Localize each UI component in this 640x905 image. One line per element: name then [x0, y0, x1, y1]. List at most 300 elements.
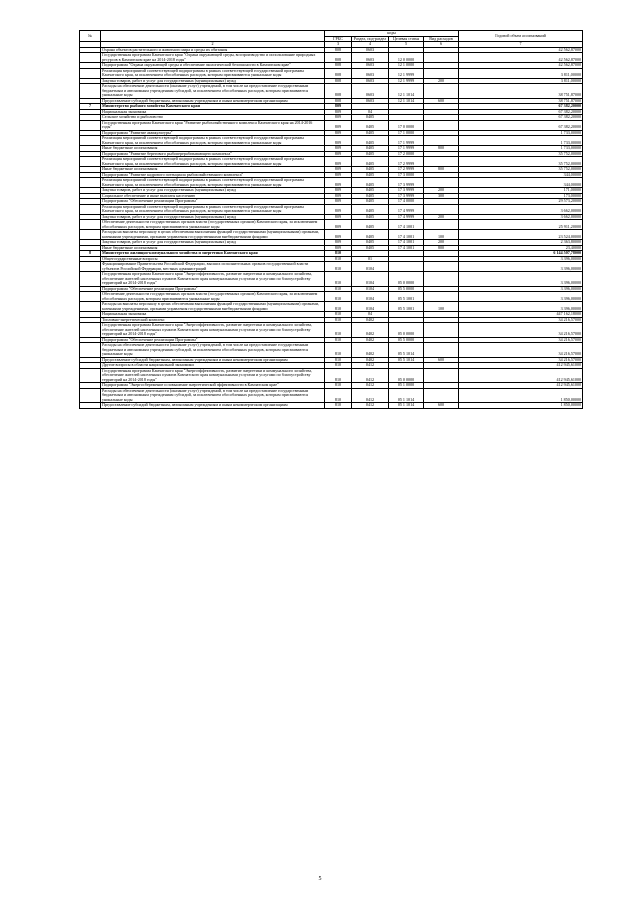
col-number: 4 [352, 42, 389, 48]
row-vid: 100 [424, 302, 459, 312]
row-amount: 3 811,00000 [459, 78, 583, 84]
row-number [80, 272, 101, 287]
row-celevaya: 05 1 1014 [389, 388, 424, 403]
row-number [80, 84, 101, 99]
row-celevaya [389, 262, 424, 272]
row-vid [424, 157, 459, 167]
row-description: Закупка товаров, работ и услуг для государственных (муниципальных) нужд [101, 240, 325, 246]
row-description: Обеспечение деятельности государственных органов власти (государственных органов) Камчатского края, за исключением обособленных расходов, которым присваиваются уникальные коды [101, 220, 325, 230]
row-amount: 3 396,00000 [459, 262, 583, 272]
row-description: Государственная программа Камчатского края "Энергоэффективность, развитие энергетики и коммунального хозяйства, обеспечение жителей населенных пунктов Камчатского края коммунальными услугами и услугами по благоустройству территорий на 2014-2018 годы" [101, 368, 325, 383]
row-vid: 300 [424, 193, 459, 199]
row-amount: 42 562,87000 [459, 63, 583, 69]
table-row [80, 343, 583, 358]
row-grbs: 809 [325, 136, 352, 146]
header-vid: Вид расходов [424, 36, 459, 42]
table-row [80, 204, 583, 214]
row-number [80, 388, 101, 403]
table-row [80, 388, 583, 403]
row-description: Расходы на выплаты персоналу в целях обеспечения выполнения функций государственными (муниципальными) органами, казенными учреждениями, органами управления государственными внебюджетными фондами [101, 230, 325, 240]
row-grbs: 810 [325, 383, 352, 389]
row-description: Охрана объектов растительного и животного мира и среды их обитания [101, 47, 325, 53]
row-vid [424, 84, 459, 99]
row-celevaya: 05 5 0000 [389, 337, 424, 343]
row-razdel: 0603 [352, 84, 389, 99]
row-number [80, 120, 101, 130]
header-razdel: Раздел, под-раздел [352, 36, 389, 42]
row-grbs: 809 [325, 204, 352, 214]
row-celevaya: 05 5 0000 [389, 286, 424, 292]
table-row [80, 292, 583, 302]
row-razdel: 0405 [352, 167, 389, 173]
row-razdel: 0405 [352, 172, 389, 178]
row-razdel: 0412 [352, 383, 389, 389]
row-number [80, 204, 101, 214]
row-description: Государственная программа Камчатского края "Охрана окружающей среды, воспроизводство и использование природных ресурсов в Камчатском крае на 2014-2018 годы" [101, 53, 325, 63]
row-razdel: 0405 [352, 204, 389, 214]
row-grbs: 810 [325, 272, 352, 287]
table-row [80, 302, 583, 312]
row-celevaya: 12 1 1014 [389, 84, 424, 99]
budget-table [79, 30, 583, 409]
table-row [80, 53, 583, 63]
row-number [80, 323, 101, 338]
row-description: Расходы на обеспечение деятельности (оказание услуг) учреждений, в том числе на предоставление государственным бюджетным и автономным учреждениям субсидий, за исключением обособленных расходов, которым присваиваются уникальные коды [101, 343, 325, 358]
row-amount: 412 945,61000 [459, 383, 583, 389]
row-grbs: 809 [325, 188, 352, 194]
row-razdel: 0412 [352, 363, 389, 369]
row-vid [424, 204, 459, 214]
header-num: № [80, 31, 101, 42]
row-number [80, 136, 101, 146]
row-grbs: 810 [325, 292, 352, 302]
row-razdel: 0402 [352, 323, 389, 338]
row-celevaya: 12 1 9999 [389, 68, 424, 78]
row-number [80, 68, 101, 78]
row-razdel: 01 [352, 256, 389, 262]
row-grbs: 808 [325, 63, 352, 69]
row-grbs: 808 [325, 84, 352, 99]
row-description: Реализация мероприятий соответствующей подпрограммы в рамках соответствующей государственной программы Камчатского края, за исключением обособленных расходов, которым присваиваются уникальные коды [101, 178, 325, 188]
row-grbs: 810 [325, 368, 352, 383]
row-amount: 1 850,00000 [459, 388, 583, 403]
row-celevaya: 17 4 1001 [389, 240, 424, 246]
row-razdel: 0405 [352, 157, 389, 167]
row-razdel: 0603 [352, 98, 389, 104]
row-amount: 35 752,00000 [459, 167, 583, 173]
row-number [80, 178, 101, 188]
row-description: Сельское хозяйство и рыболовство [101, 115, 325, 121]
row-amount: 344,00000 [459, 178, 583, 188]
row-description: Закупка товаров, работ и услуг для государственных (муниципальных) нужд [101, 188, 325, 194]
row-description: Реализация мероприятий соответствующей подпрограммы в рамках соответствующей государственной программы Камчатского края, за исключением обособленных расходов, которым присваиваются уникальные коды [101, 204, 325, 214]
row-celevaya: 17 4 9999 [389, 204, 424, 214]
row-razdel: 0405 [352, 136, 389, 146]
row-amount: 35 752,00000 [459, 151, 583, 157]
row-razdel: 0405 [352, 240, 389, 246]
row-amount: 67 382,20000 [459, 104, 583, 110]
row-grbs: 808 [325, 68, 352, 78]
row-celevaya: 17 4 0000 [389, 199, 424, 205]
row-vid: 100 [424, 230, 459, 240]
row-grbs: 810 [325, 302, 352, 312]
row-grbs: 810 [325, 323, 352, 338]
row-amount: 34 216,57000 [459, 323, 583, 338]
row-number [80, 302, 101, 312]
row-vid: 200 [424, 240, 459, 246]
row-description: Подпрограмма "Развитие аквакультуры" [101, 130, 325, 136]
row-celevaya: 17 2 0000 [389, 151, 424, 157]
row-razdel: 0412 [352, 403, 389, 409]
row-razdel: 0405 [352, 146, 389, 152]
row-amount: 42 562,87000 [459, 53, 583, 63]
row-amount: 67 382,20000 [459, 120, 583, 130]
row-vid: 800 [424, 245, 459, 251]
table-row [80, 220, 583, 230]
row-description: Государственная программа Камчатского края "Энергоэффективность, развитие энергетики и коммунального хозяйства, обеспечение жителей населенных пунктов Камчатского края коммунальными услугами и услугами по благоустройству территорий на 2014-2018 годы" [101, 272, 325, 287]
row-amount: 3 396,00000 [459, 272, 583, 287]
row-celevaya: 12 0 0000 [389, 53, 424, 63]
header-grbs: ГРБС [325, 36, 352, 42]
row-grbs: 810 [325, 403, 352, 409]
row-amount: 412 945,61000 [459, 368, 583, 383]
row-description: Предоставление субсидий бюджетным, автономным учреждениям и иным некоммерческим организациям [101, 403, 325, 409]
row-description: Реализация мероприятий соответствующей подпрограммы в рамках соответствующей государственной программы Камчатского края, за исключением обособленных расходов, которым присваиваются уникальные коды [101, 136, 325, 146]
row-celevaya: 17 2 9999 [389, 167, 424, 173]
table-row [80, 178, 583, 188]
row-razdel: 04 [352, 109, 389, 115]
row-grbs: 809 [325, 104, 352, 110]
row-celevaya: 17 1 9999 [389, 146, 424, 152]
row-razdel: 0104 [352, 292, 389, 302]
row-vid: 200 [424, 188, 459, 194]
row-grbs: 809 [325, 214, 352, 220]
row-razdel: 0405 [352, 151, 389, 157]
row-amount: 3 396,00000 [459, 292, 583, 302]
row-grbs: 809 [325, 157, 352, 167]
row-number [80, 262, 101, 272]
row-grbs: 809 [325, 245, 352, 251]
row-razdel: 0405 [352, 245, 389, 251]
table-row [80, 120, 583, 130]
row-amount: 3 396,00000 [459, 256, 583, 262]
row-celevaya: 17 3 9999 [389, 193, 424, 199]
row-vid [424, 136, 459, 146]
row-vid [424, 292, 459, 302]
row-grbs: 810 [325, 363, 352, 369]
row-number [80, 230, 101, 240]
row-celevaya: 17 4 1001 [389, 245, 424, 251]
header-celevaya: Целевая статья [389, 36, 424, 42]
row-number [80, 53, 101, 63]
row-razdel: 0402 [352, 337, 389, 343]
table-row [80, 136, 583, 146]
row-vid [424, 272, 459, 287]
row-description: Расходы на выплаты персоналу в целях обеспечения выполнения функций государственными (муниципальными) органами, казенными учреждениями, органами управления государственными внебюджетными фондами [101, 302, 325, 312]
row-vid [424, 120, 459, 130]
row-celevaya: 05 5 1001 [389, 302, 424, 312]
row-description: Расходы на обеспечение деятельности (оказание услуг) учреждений, в том числе на предоставление государственным бюджетным и автономным учреждениям субсидий, за исключением обособленных расходов, которым присваиваются уникальные коды [101, 84, 325, 99]
table-row [80, 368, 583, 383]
row-razdel: 0402 [352, 357, 389, 363]
row-razdel: 0104 [352, 262, 389, 272]
row-grbs: 809 [325, 167, 352, 173]
row-celevaya: 05 0 0000 [389, 323, 424, 338]
row-number: 8 [80, 251, 101, 257]
row-description: Национальная экономика [101, 109, 325, 115]
row-grbs: 808 [325, 78, 352, 84]
row-amount: 3 811,00000 [459, 68, 583, 78]
table-row [80, 323, 583, 338]
row-amount: 23 524,00000 [459, 230, 583, 240]
row-description: Расходы на обеспечение деятельности (оказание услуг) учреждений, в том числе на предоставление государственным бюджетным и автономным учреждениям субсидий, за исключением обособленных расходов, которым присваиваются уникальные коды [101, 388, 325, 403]
row-amount: 1 733,00000 [459, 136, 583, 146]
row-vid [424, 343, 459, 358]
row-description: Реализация мероприятий соответствующей подпрограммы в рамках соответствующей государственной программы Камчатского края, за исключением обособленных расходов, которым присваиваются уникальные коды [101, 68, 325, 78]
row-amount: 6 144 507,78000 [459, 251, 583, 257]
row-grbs: 810 [325, 343, 352, 358]
row-amount: 38 751,87000 [459, 98, 583, 104]
row-razdel: 0405 [352, 230, 389, 240]
header-codes: коды [325, 31, 459, 37]
row-grbs: 808 [325, 47, 352, 53]
row-vid: 600 [424, 357, 459, 363]
row-razdel: 0402 [352, 343, 389, 358]
row-razdel: 0402 [352, 317, 389, 323]
row-grbs: 810 [325, 251, 352, 257]
row-amount: 3 396,00000 [459, 286, 583, 292]
row-razdel: 0412 [352, 388, 389, 403]
row-grbs: 809 [325, 230, 352, 240]
row-celevaya: 05 5 1014 [389, 357, 424, 363]
row-razdel: 04 [352, 312, 389, 318]
table-body [80, 47, 583, 408]
row-grbs: 809 [325, 172, 352, 178]
row-grbs: 809 [325, 115, 352, 121]
row-razdel: 0603 [352, 78, 389, 84]
row-celevaya: 05 1 1014 [389, 403, 424, 409]
row-description: Общегосударственные вопросы [101, 256, 325, 262]
row-amount: 67 382,20000 [459, 115, 583, 121]
row-grbs: 809 [325, 240, 352, 246]
row-razdel: 0104 [352, 286, 389, 292]
row-razdel: 0405 [352, 188, 389, 194]
row-celevaya: 05 0 0000 [389, 272, 424, 287]
row-celevaya: 12 1 9999 [389, 78, 424, 84]
row-description: Реализация мероприятий соответствующей подпрограммы в рамках соответствующей государственной программы Камчатского края, за исключением обособленных расходов, которым присваиваются уникальные коды [101, 157, 325, 167]
row-razdel: 0603 [352, 63, 389, 69]
row-vid: 600 [424, 403, 459, 409]
row-description: Закупка товаров, работ и услуг для государственных (муниципальных) нужд [101, 78, 325, 84]
row-description: Другие вопросы в области национальной экономики [101, 363, 325, 369]
row-number [80, 157, 101, 167]
row-number [80, 368, 101, 383]
row-celevaya: 17 2 9999 [389, 157, 424, 167]
row-razdel: 0405 [352, 199, 389, 205]
row-grbs: 810 [325, 256, 352, 262]
row-number [80, 343, 101, 358]
row-amount: 2 363,80000 [459, 240, 583, 246]
col-number: 6 [424, 42, 459, 48]
row-description: Подпрограмма "Энергосбережение и повышение энергетической эффективности в Камчатском крае" [101, 383, 325, 389]
row-celevaya: 17 0 0000 [389, 120, 424, 130]
col-number: 5 [389, 42, 424, 48]
row-grbs: 809 [325, 199, 352, 205]
row-description: Иные бюджетные ассигнования [101, 146, 325, 152]
row-vid [424, 220, 459, 230]
row-number [80, 220, 101, 230]
row-grbs: 809 [325, 151, 352, 157]
row-amount: 35 752,00000 [459, 157, 583, 167]
header-name [101, 31, 325, 42]
row-description: Подпрограмма "Обеспечение реализации Программы" [101, 337, 325, 343]
row-celevaya: 05 5 1001 [389, 292, 424, 302]
row-description: Функционирование Правительства Российской Федерации, высших исполнительных органов государственной власти субъектов Российской Федерации, местных администраций [101, 262, 325, 272]
row-vid [424, 368, 459, 383]
row-amount: 29 573,20000 [459, 199, 583, 205]
page-number: 5 [318, 876, 322, 882]
row-description: Подпрограмма "Обеспечение реализации Программы" [101, 286, 325, 292]
row-celevaya: 17 4 1001 [389, 230, 424, 240]
table-row [80, 230, 583, 240]
row-grbs: 809 [325, 220, 352, 230]
row-amount: 1 733,00000 [459, 146, 583, 152]
row-amount: 3 396,00000 [459, 302, 583, 312]
row-number [80, 292, 101, 302]
row-description: Иные бюджетные ассигнования [101, 167, 325, 173]
row-celevaya: 12 1 1014 [389, 98, 424, 104]
row-description: Закупка товаров, работ и услуг для государственных (муниципальных) нужд [101, 214, 325, 220]
row-celevaya: 17 4 9999 [389, 214, 424, 220]
col-number: 2 [101, 42, 325, 48]
row-grbs: 809 [325, 193, 352, 199]
row-description: Предоставление субсидий бюджетным, автономным учреждениям и иным некоммерческим организациям [101, 357, 325, 363]
row-vid [424, 262, 459, 272]
row-amount: 3 662,00000 [459, 214, 583, 220]
row-celevaya: 17 4 1001 [389, 220, 424, 230]
row-razdel: 0405 [352, 220, 389, 230]
row-amount: 1 850,00000 [459, 403, 583, 409]
row-celevaya: 17 3 0000 [389, 172, 424, 178]
row-vid: 800 [424, 146, 459, 152]
row-description: Государственная программа Камчатского края "Энергоэффективность, развитие энергетики и коммунального хозяйства, обеспечение жителей населенных пунктов Камчатского края коммунальными услугами и услугами по благоустройству территорий на 2014-2018 годы" [101, 323, 325, 338]
row-vid: 200 [424, 214, 459, 220]
row-description: Предоставление субсидий бюджетным, автономным учреждениям и иным некоммерческим организациям [101, 98, 325, 104]
row-grbs: 808 [325, 53, 352, 63]
col-number: 7 [459, 42, 583, 48]
row-grbs: 808 [325, 98, 352, 104]
row-amount: 173,00000 [459, 193, 583, 199]
row-razdel: 0405 [352, 178, 389, 188]
row-razdel: 0405 [352, 214, 389, 220]
row-number: 7 [80, 104, 101, 110]
row-description: Социальное обеспечение и иные выплаты населению [101, 193, 325, 199]
row-description: Национальная экономика [101, 312, 325, 318]
row-vid [424, 323, 459, 338]
row-amount: 447 162,18000 [459, 312, 583, 318]
row-grbs: 810 [325, 286, 352, 292]
row-vid: 600 [424, 98, 459, 104]
row-razdel: 0405 [352, 115, 389, 121]
row-amount: 38 751,87000 [459, 84, 583, 99]
row-description: Министерство жилищно-коммунального хозяйства и энергетики Камчатского края [101, 251, 325, 257]
row-description: Государственная программа Камчатского края "Развитие рыбохозяйственного комплекса Камчатского края на 2014-2016 годы" [101, 120, 325, 130]
row-celevaya: 17 3 9999 [389, 178, 424, 188]
row-amount: 42 562,87000 [459, 47, 583, 53]
table-row [80, 403, 583, 409]
row-celevaya: 12 1 0000 [389, 63, 424, 69]
row-description: Топливно-энергетический комплекс [101, 317, 325, 323]
table-row [80, 68, 583, 78]
row-razdel: 0412 [352, 368, 389, 383]
row-grbs: 810 [325, 357, 352, 363]
row-celevaya: 05 5 1014 [389, 343, 424, 358]
row-grbs: 809 [325, 109, 352, 115]
table-header [80, 31, 583, 48]
row-amount: 25 911,20000 [459, 220, 583, 230]
row-grbs: 810 [325, 337, 352, 343]
row-celevaya: 05 0 0000 [389, 368, 424, 383]
row-amount: 34 216,57000 [459, 357, 583, 363]
row-amount: 34 216,57000 [459, 343, 583, 358]
row-razdel: 0405 [352, 130, 389, 136]
header-amount: Годовой объем ассигнований [459, 31, 583, 42]
row-grbs: 810 [325, 262, 352, 272]
row-amount: 3 662,00000 [459, 204, 583, 214]
row-celevaya: 17 1 9999 [389, 136, 424, 146]
row-description: Министерство рыбного хозяйства Камчатского края [101, 104, 325, 110]
row-razdel: 0603 [352, 53, 389, 63]
row-amount: 1 733,00000 [459, 130, 583, 136]
row-vid: 800 [424, 167, 459, 173]
row-grbs: 810 [325, 312, 352, 318]
table-row [80, 262, 583, 272]
row-razdel: 0104 [352, 272, 389, 287]
row-amount: 34 216,57000 [459, 317, 583, 323]
row-celevaya: 17 3 9999 [389, 188, 424, 194]
row-vid [424, 178, 459, 188]
row-amount: 171,00000 [459, 188, 583, 194]
row-razdel: 0603 [352, 68, 389, 78]
row-grbs: 809 [325, 178, 352, 188]
row-number [80, 403, 101, 409]
row-description: Подпрограмма "Развитие берегового рыбоперерабатывающего комплекса" [101, 151, 325, 157]
row-razdel: 0405 [352, 193, 389, 199]
row-description: Обеспечение деятельности государственных органов власти (государственных органов) Камчатского края, за исключением обособленных расходов, которым присваиваются уникальные коды [101, 292, 325, 302]
table-row [80, 157, 583, 167]
row-amount: 344,00000 [459, 172, 583, 178]
row-celevaya: 05 1 0000 [389, 383, 424, 389]
row-grbs: 809 [325, 146, 352, 152]
row-amount: 412 945,61000 [459, 363, 583, 369]
row-description: Подпрограмма "Охрана окружающей среды и обеспечение экологической безопасности в Камчатском крае" [101, 63, 325, 69]
col-number: 3 [325, 42, 352, 48]
row-description: Подпрограмма "Развитие кадрового потенциала рыбохозяйственного комплекса" [101, 172, 325, 178]
row-razdel: 0104 [352, 302, 389, 312]
row-description: Иные бюджетные ассигнования [101, 245, 325, 251]
row-grbs: 809 [325, 130, 352, 136]
row-grbs: 809 [325, 120, 352, 130]
row-celevaya: 17 1 0000 [389, 130, 424, 136]
table-row [80, 272, 583, 287]
row-amount: 34 216,57000 [459, 337, 583, 343]
row-vid [424, 68, 459, 78]
row-amount: 67 382,20000 [459, 109, 583, 115]
row-razdel: 0603 [352, 47, 389, 53]
row-vid [424, 53, 459, 63]
row-vid [424, 388, 459, 403]
row-grbs: 810 [325, 388, 352, 403]
